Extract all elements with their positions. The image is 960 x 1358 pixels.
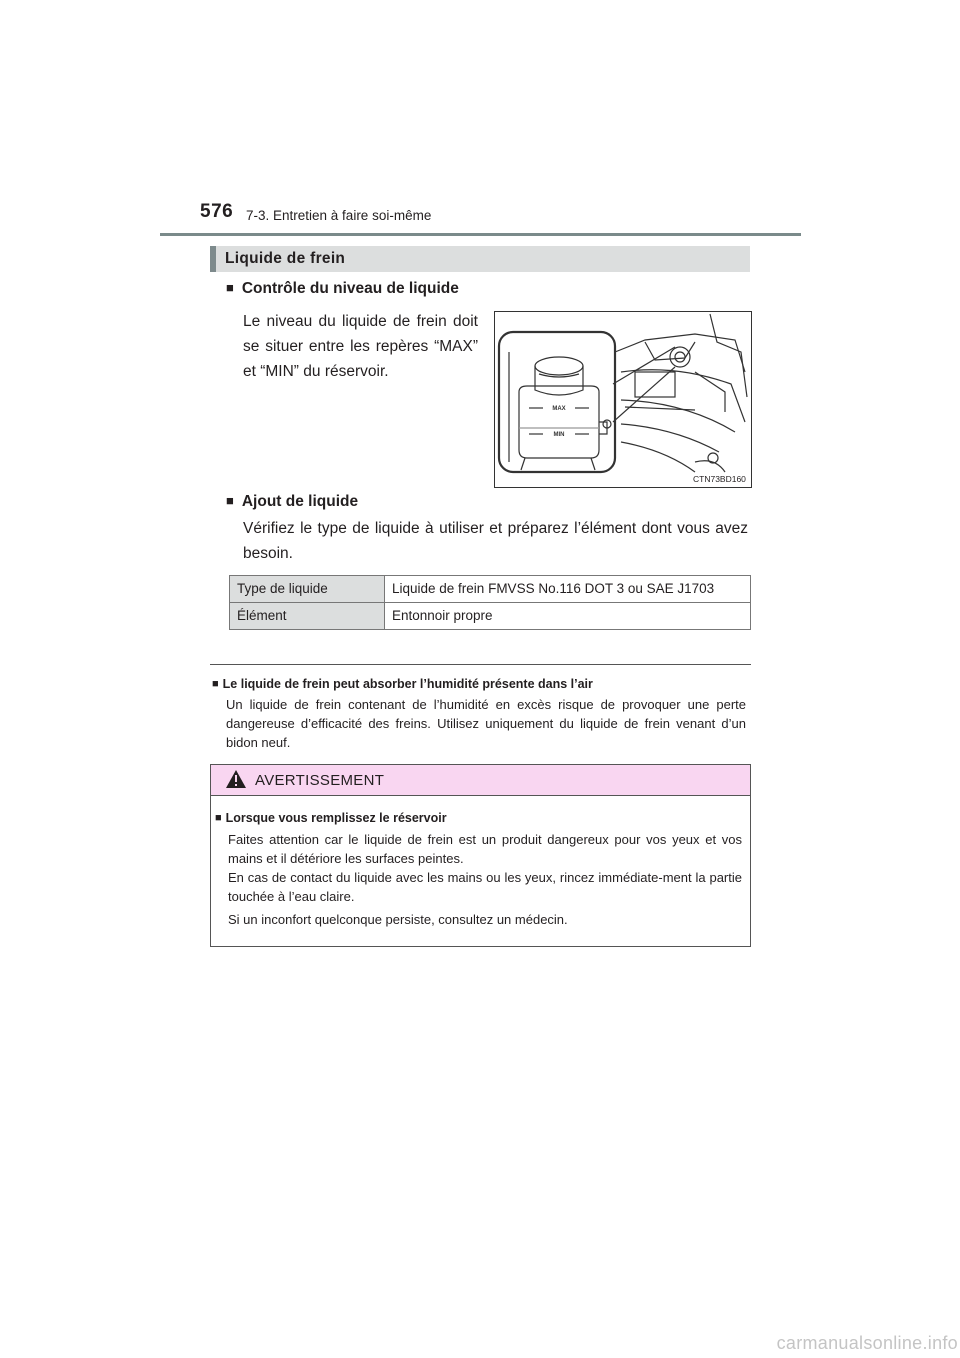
add-fluid-text: Vérifiez le type de liquide à utiliser et préparez l’élément dont vous avez besoin.: [243, 520, 748, 562]
note-divider: [210, 664, 751, 665]
note-heading-text: Le liquide de frein peut absorber l’humidité présente dans l’air: [222, 677, 593, 691]
table-row: [230, 576, 751, 603]
check-level-bullet-icon: ■: [226, 280, 234, 295]
add-fluid-bullet-icon: ■: [226, 493, 234, 508]
warning-paragraph-1: Faites attention car le liquide de frein est un produit dangereux pour vos yeux et vos mains et il détériore les surfaces peintes.: [228, 832, 742, 866]
chapter-title: 7-3. Entretien à faire soi-même: [246, 208, 432, 223]
table-value-cell: Liquide de frein FMVSS No.116 DOT 3 ou SAE J1703: [385, 576, 751, 603]
note-heading: [212, 675, 593, 693]
min-mark-label: MIN: [553, 432, 565, 438]
warning-header: [211, 765, 750, 796]
table-value-cell: Entonnoir propre: [385, 603, 751, 630]
illustration-code: CTN73BD160: [693, 474, 746, 484]
warning-triangle-icon: [225, 769, 247, 794]
table-row: [230, 603, 751, 630]
add-fluid-heading: [226, 493, 358, 511]
table-key-cell: Élément: [230, 603, 385, 630]
max-mark-label: MAX: [552, 406, 566, 412]
fluid-spec-table: [229, 575, 751, 630]
add-fluid-heading-text: Ajout de liquide: [241, 493, 359, 510]
warning-title: AVERTISSEMENT: [255, 772, 385, 789]
note-bullet-icon: ■: [212, 678, 219, 690]
warning-paragraph-2: En cas de contact du liquide avec les mains ou les yeux, rincez immédiate-ment la partie touchée à l’eau claire.: [228, 870, 742, 904]
warning-subheading: [215, 809, 447, 827]
warning-subheading-text: Lorsque vous remplissez le réservoir: [225, 811, 447, 825]
warning-paragraph-3: Si un inconfort quelconque persiste, consultez un médecin.: [228, 912, 568, 927]
check-level-heading-text: Contrôle du niveau de liquide: [241, 280, 459, 297]
brake-reservoir-illustration: [494, 311, 752, 488]
warning-bullet-icon: ■: [215, 812, 222, 824]
section-title-bar: [210, 246, 750, 272]
check-level-text: Le niveau du liquide de frein doit se situer entre les repères “MAX” et “MIN” du réservoir.: [243, 313, 478, 380]
section-title: Liquide de frein: [225, 250, 346, 267]
note-text: Un liquide de frein contenant de l’humidité en excès risque de provoquer une perte dangereuse d’efficacité des freins. Utilisez uniquement du liquide de frein venant d’un bidon neuf.: [226, 697, 746, 750]
page-number: 576: [200, 201, 234, 222]
check-level-heading: [226, 280, 459, 298]
section-title-accent: [210, 246, 216, 272]
warning-box: [210, 764, 751, 947]
footer-watermark: carmanualsonline.info: [776, 1333, 958, 1353]
brake-reservoir-drawing: [495, 312, 751, 487]
header-divider: [160, 233, 801, 236]
table-key-cell: Type de liquide: [230, 576, 385, 603]
